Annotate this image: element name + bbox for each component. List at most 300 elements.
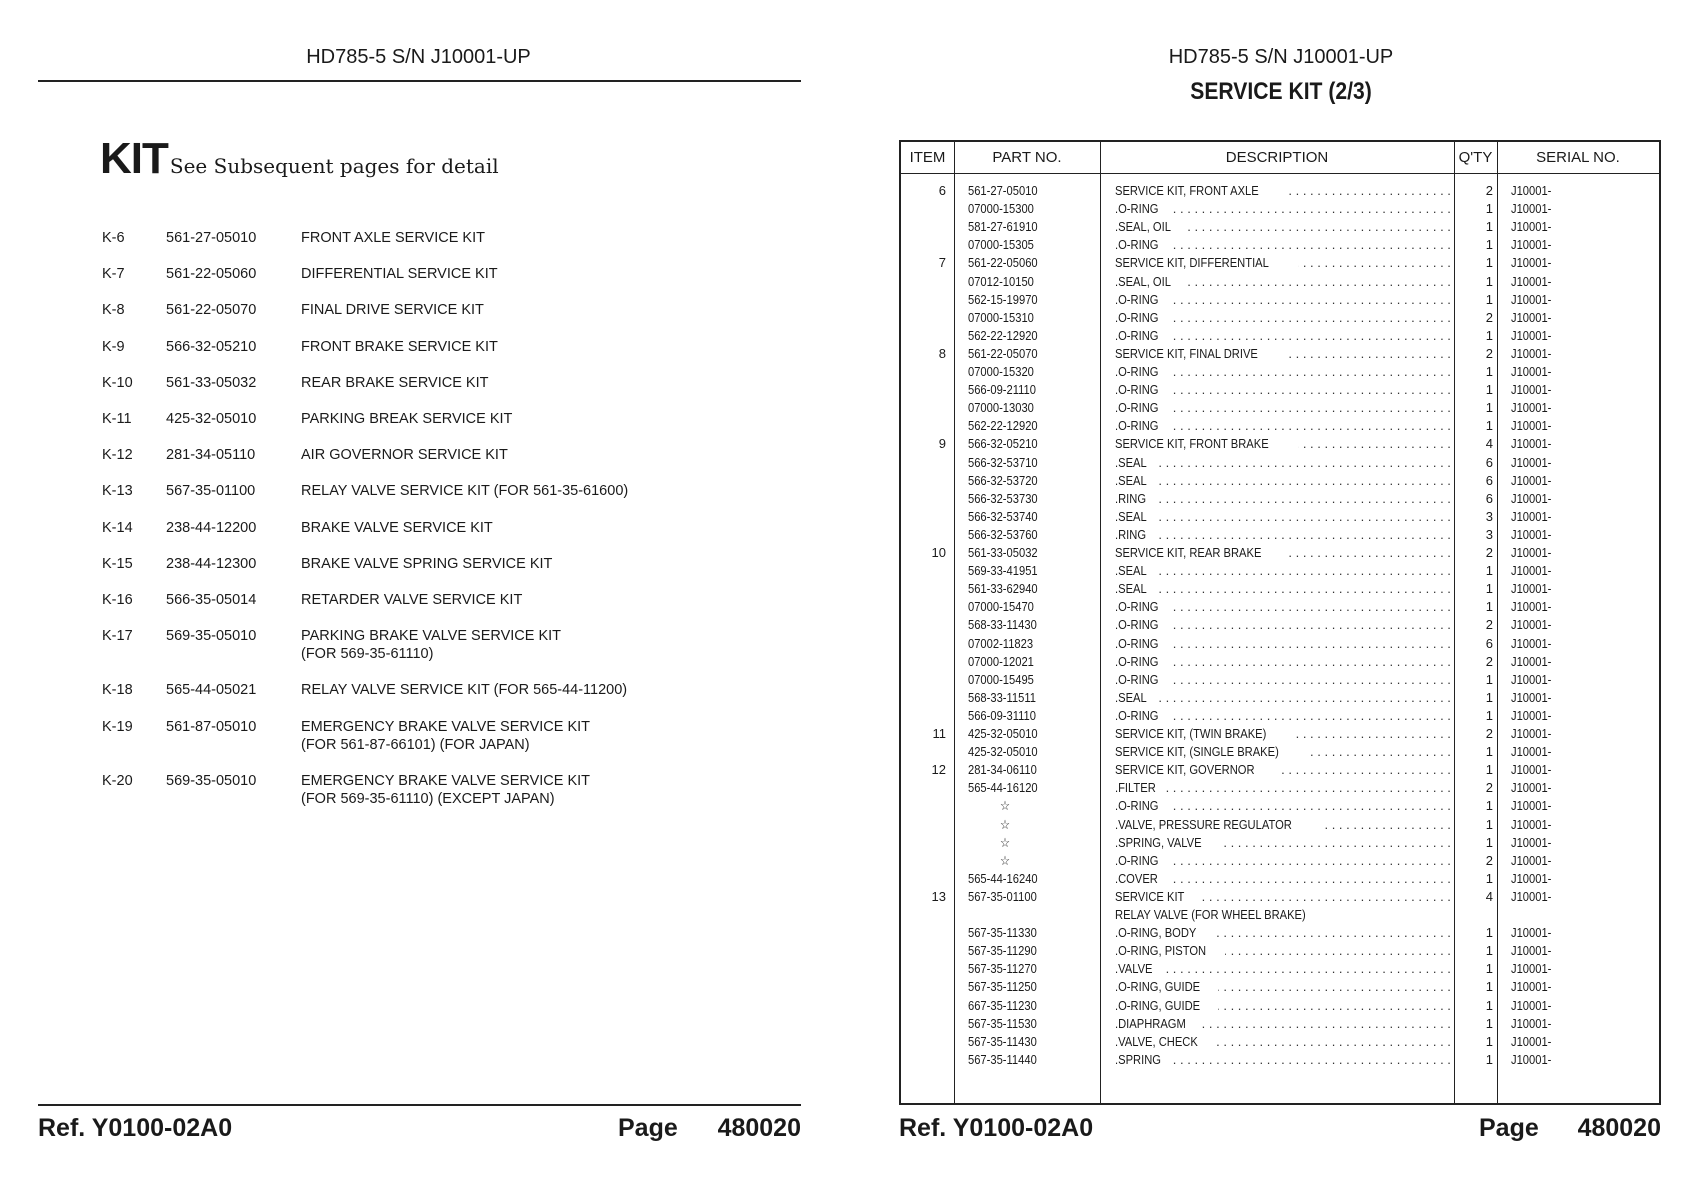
part-description: [1115, 816, 1451, 834]
quantity: 1: [1485, 237, 1493, 253]
part-description: [1115, 435, 1451, 453]
serial-number: [1511, 472, 1631, 490]
kit-row: [102, 374, 782, 392]
part-description-label: .VALVE, CHECK: [1115, 1033, 1198, 1049]
serial-number-text: J10001-: [1511, 635, 1552, 651]
left-footer-rule: [38, 1104, 801, 1106]
part-description-text: [1115, 328, 1170, 343]
quantity: 6: [1485, 635, 1493, 651]
part-description-label: .SPRING, VALVE: [1115, 834, 1202, 850]
quantity: 1: [1485, 943, 1493, 959]
quantity: 2: [1485, 726, 1493, 741]
table-row: [901, 761, 1659, 779]
header-serial-no: SERIAL NO.: [1536, 149, 1620, 166]
table-row: [901, 309, 1659, 327]
part-number: [968, 707, 1098, 725]
quantity: 1: [1485, 997, 1493, 1013]
kit-description-line: (FOR 569-35-61110): [301, 646, 434, 663]
part-description: [1115, 743, 1451, 761]
part-description: [1115, 725, 1451, 743]
serial-number-text: J10001-: [1511, 472, 1552, 488]
part-description-text: [1115, 183, 1286, 198]
part-description: [1115, 924, 1451, 942]
part-description-text: [1115, 961, 1163, 976]
part-number-text: 567-35-11270: [968, 961, 1037, 977]
part-description-text: [1115, 527, 1155, 542]
part-description-text: [1115, 382, 1170, 397]
part-number-text: 07002-11823: [968, 635, 1034, 651]
part-description-text: [1115, 219, 1184, 234]
part-description-text: [1115, 654, 1170, 669]
part-number-text: 561-22-05070: [968, 345, 1038, 361]
part-description-text: [1115, 889, 1200, 904]
kit-row: [102, 555, 782, 573]
quantity: 1: [1485, 382, 1493, 398]
part-description: [1115, 978, 1451, 996]
part-number: [968, 960, 1098, 978]
table-row: [901, 635, 1659, 653]
serial-number: [1511, 870, 1631, 888]
serial-number-text: J10001-: [1511, 943, 1552, 959]
part-description-text: [1115, 599, 1170, 614]
part-number-text: 425-32-05010: [968, 744, 1038, 760]
kit-row: [102, 681, 782, 699]
serial-number-text: J10001-: [1511, 961, 1552, 977]
part-description: [1115, 399, 1451, 417]
left-header-rule: [38, 80, 801, 82]
part-description-text: [1115, 617, 1170, 632]
kit-part-number: 561-87-05010: [166, 718, 257, 735]
part-number-text: 567-35-11530: [968, 1015, 1037, 1031]
serial-number-text: J10001-: [1511, 979, 1552, 995]
part-description: [1115, 580, 1451, 598]
table-row: [901, 888, 1659, 906]
left-page-header: HD785-5 S/N J10001-UP: [306, 46, 531, 68]
kit-part-number: 238-44-12200: [166, 519, 257, 536]
serial-number: [1511, 598, 1631, 616]
part-number: [968, 653, 1098, 671]
serial-number-text: J10001-: [1511, 526, 1552, 542]
part-description-label: .O-RING: [1115, 617, 1159, 633]
part-number-text: ☆: [1000, 834, 1011, 850]
part-description-label: .O-RING: [1115, 418, 1159, 434]
part-number-text: 566-32-53760: [968, 526, 1038, 542]
serial-number-text: J10001-: [1511, 237, 1552, 253]
item-number: 9: [938, 436, 946, 452]
part-number: [968, 417, 1098, 435]
quantity: 6: [1485, 490, 1493, 506]
table-row: [901, 345, 1659, 363]
kit-description: [301, 410, 782, 428]
header-part-no: PART NO.: [992, 149, 1062, 166]
serial-number-text: J10001-: [1511, 852, 1552, 868]
serial-number-text: J10001-: [1511, 780, 1552, 796]
part-number-text: 562-22-12920: [968, 327, 1038, 343]
part-number: [968, 399, 1098, 417]
table-row: [901, 816, 1659, 834]
part-description-text: [1115, 998, 1218, 1013]
serial-number: [1511, 254, 1631, 272]
quantity: 1: [1485, 689, 1493, 705]
table-row: [901, 725, 1659, 743]
part-description-label: SERVICE KIT, FINAL DRIVE: [1115, 345, 1258, 361]
part-number: [968, 580, 1098, 598]
kit-description-line: RETARDER VALVE SERVICE KIT: [301, 592, 523, 608]
part-description-label: .SEAL: [1115, 472, 1147, 488]
kit-row: [102, 301, 782, 319]
kit-code: K-20: [102, 772, 133, 789]
serial-number: [1511, 761, 1631, 779]
part-number-text: 566-09-31110: [968, 707, 1036, 723]
part-description-text: [1115, 817, 1325, 832]
table-row: [901, 526, 1659, 544]
table-row: [901, 852, 1659, 870]
part-number-text: 567-35-11430: [968, 1033, 1037, 1049]
item-number: 11: [932, 726, 946, 741]
part-description: [1115, 254, 1451, 272]
part-description-label: SERVICE KIT: [1115, 888, 1185, 904]
part-description: [1115, 689, 1451, 707]
part-description: [1115, 616, 1451, 634]
part-description-label: .O-RING: [1115, 635, 1159, 651]
part-description: [1115, 906, 1451, 924]
quantity: 4: [1485, 888, 1493, 904]
part-number: [968, 725, 1098, 743]
quantity: 1: [1485, 273, 1493, 289]
part-description: [1115, 345, 1451, 363]
part-number: [968, 182, 1098, 200]
kit-part-number: 561-22-05070: [166, 302, 257, 319]
part-description-label: .O-RING: [1115, 653, 1159, 669]
part-description-text: [1115, 925, 1214, 940]
part-description-text: [1115, 835, 1220, 850]
kit-row: [102, 772, 782, 808]
kit-part-number: 281-34-05110: [166, 447, 256, 464]
serial-number: [1511, 689, 1631, 707]
part-number: [968, 309, 1098, 327]
part-description: [1115, 598, 1451, 616]
part-number: [968, 454, 1098, 472]
part-description-text: [1115, 491, 1155, 506]
part-description: [1115, 707, 1451, 725]
kit-description: [301, 229, 782, 247]
table-row: [901, 978, 1659, 996]
part-description-label: .O-RING, GUIDE: [1115, 997, 1201, 1013]
part-description-label: .O-RING: [1115, 671, 1159, 687]
part-description: [1115, 1033, 1451, 1051]
part-description-text: [1115, 907, 1341, 922]
serial-number-text: J10001-: [1511, 1033, 1552, 1049]
quantity: 2: [1485, 617, 1493, 633]
quantity: 1: [1485, 762, 1493, 778]
kit-title-block: [100, 134, 499, 184]
part-number-text: 569-33-41951: [968, 563, 1038, 579]
serial-number-text: J10001-: [1511, 327, 1552, 343]
serial-number-text: J10001-: [1511, 273, 1552, 289]
serial-number: [1511, 544, 1631, 562]
part-description-label: SERVICE KIT, REAR BRAKE: [1115, 545, 1262, 560]
part-description: [1115, 997, 1451, 1015]
part-number-text: 07000-15300: [968, 201, 1034, 217]
part-description-label: .O-RING: [1115, 382, 1159, 398]
part-number: [968, 490, 1098, 508]
kit-description-line: FRONT BRAKE SERVICE KIT: [301, 338, 498, 355]
kit-code: K-18: [102, 682, 133, 699]
kit-description-line: BRAKE VALVE SERVICE KIT: [301, 519, 493, 536]
serial-number-text: J10001-: [1511, 617, 1552, 633]
part-description-text: [1115, 346, 1285, 361]
part-number: [968, 435, 1098, 453]
kit-description-line: RELAY VALVE SERVICE KIT (FOR 561-35-61600): [301, 483, 629, 500]
kit-code: K-11: [102, 411, 132, 427]
serial-number-text: J10001-: [1511, 364, 1552, 379]
kit-code: K-7: [102, 266, 125, 283]
serial-number: [1511, 273, 1631, 291]
part-description-text: [1115, 780, 1166, 795]
kit-row: [102, 519, 782, 537]
quantity: 1: [1485, 400, 1493, 416]
kit-description-line: DIFFERENTIAL SERVICE KIT: [301, 266, 498, 283]
serial-number: [1511, 1033, 1631, 1051]
quantity: 1: [1485, 870, 1493, 886]
part-number: [968, 218, 1098, 236]
serial-number: [1511, 725, 1631, 743]
part-description-text: [1115, 979, 1218, 994]
kit-description: [301, 718, 782, 754]
part-description-text: [1115, 798, 1170, 813]
part-description: [1115, 761, 1451, 779]
quantity: 3: [1485, 526, 1493, 542]
item-number: 8: [938, 345, 946, 361]
serial-number: [1511, 363, 1631, 381]
part-number-text: 425-32-05010: [968, 726, 1038, 741]
serial-number-text: J10001-: [1511, 888, 1552, 904]
part-description-label: .O-RING: [1115, 201, 1159, 217]
serial-number-text: J10001-: [1511, 726, 1552, 741]
part-description-label: .O-RING: [1115, 798, 1159, 814]
part-description: [1115, 182, 1451, 200]
part-description-text: [1115, 509, 1156, 524]
part-description: [1115, 454, 1451, 472]
part-description-text: [1115, 455, 1156, 470]
table-row: [901, 544, 1659, 562]
part-number: [968, 924, 1098, 942]
quantity: 2: [1485, 309, 1493, 325]
serial-number: [1511, 797, 1631, 815]
part-description-text: [1115, 201, 1170, 216]
part-number-text: 566-32-05210: [968, 436, 1038, 452]
item-number: 10: [931, 545, 946, 560]
part-description: [1115, 490, 1451, 508]
part-description-label: .O-RING, PISTON: [1115, 943, 1207, 959]
part-description-label: .SEAL, OIL: [1115, 273, 1171, 289]
part-number-text: 07012-10150: [968, 273, 1034, 289]
serial-number-text: J10001-: [1511, 798, 1552, 814]
kit-description-line: RELAY VALVE SERVICE KIT (FOR 565-44-11200): [301, 682, 628, 699]
part-number: [968, 743, 1098, 761]
part-number-text: ☆: [1000, 852, 1011, 868]
serial-number-text: J10001-: [1511, 508, 1552, 524]
serial-number: [1511, 399, 1631, 417]
part-description-label: .COVER: [1115, 870, 1158, 886]
part-description: [1115, 472, 1451, 490]
part-description-label: .O-RING: [1115, 707, 1159, 723]
table-row: [901, 218, 1659, 236]
part-number-text: 568-33-11511: [968, 689, 1036, 705]
part-description-label: .RING: [1115, 526, 1147, 542]
serial-number: [1511, 200, 1631, 218]
part-description-text: [1115, 726, 1295, 741]
part-number-text: 581-27-61910: [968, 219, 1038, 235]
part-number-text: 07000-15495: [968, 671, 1034, 687]
table-row: [901, 490, 1659, 508]
part-number: [968, 273, 1098, 291]
table-row: [901, 363, 1659, 381]
table-row: [901, 870, 1659, 888]
part-description-label: SERVICE KIT, DIFFERENTIAL: [1115, 255, 1269, 271]
left-ref-label: Ref. Y0100-02A0: [38, 1114, 233, 1142]
kit-description-line: PARKING BREAK SERVICE KIT: [301, 411, 513, 427]
part-description-text: [1115, 672, 1170, 687]
quantity: 6: [1485, 472, 1493, 488]
serial-number-text: J10001-: [1511, 997, 1552, 1013]
part-description: [1115, 653, 1451, 671]
part-number: [968, 635, 1098, 653]
part-description: [1115, 1015, 1451, 1033]
serial-number-text: J10001-: [1511, 1015, 1552, 1031]
kit-description-line: (FOR 569-35-61110) (EXCEPT JAPAN): [301, 790, 555, 807]
table-row: [901, 797, 1659, 815]
item-number: 13: [931, 888, 946, 904]
part-description-label: .SEAL: [1115, 563, 1147, 579]
part-description: [1115, 960, 1451, 978]
part-description: [1115, 218, 1451, 236]
kit-description-line: (FOR 561-87-66101) (FOR JAPAN): [301, 736, 530, 753]
part-number-text: 566-32-53710: [968, 454, 1038, 470]
quantity: 1: [1485, 201, 1493, 217]
part-description-text: [1115, 563, 1156, 578]
star-icon: [1000, 834, 1130, 852]
part-number-text: 567-35-11330: [968, 925, 1037, 941]
kit-part-number: 569-35-05010: [166, 628, 257, 645]
table-row: [901, 454, 1659, 472]
quantity: 1: [1485, 707, 1493, 723]
table-row: [901, 997, 1659, 1015]
kit-row: [102, 482, 782, 500]
kit-code: K-15: [102, 555, 133, 572]
part-number: [968, 236, 1098, 254]
table-row: [901, 743, 1659, 761]
part-description-label: RELAY VALVE (FOR WHEEL BRAKE): [1115, 907, 1306, 922]
part-description-text: [1115, 310, 1170, 325]
serial-number: [1511, 490, 1631, 508]
serial-number: [1511, 816, 1631, 834]
kit-code: K-9: [102, 338, 125, 355]
table-row: [901, 671, 1659, 689]
part-description: [1115, 327, 1451, 345]
serial-number-text: J10001-: [1511, 744, 1552, 760]
serial-number-text: J10001-: [1511, 834, 1552, 850]
serial-number: [1511, 381, 1631, 399]
quantity: 1: [1485, 327, 1493, 343]
serial-number: [1511, 236, 1631, 254]
part-description: [1115, 779, 1451, 797]
part-number: [968, 327, 1098, 345]
serial-number-text: J10001-: [1511, 291, 1552, 307]
part-description: [1115, 417, 1451, 435]
quantity: 1: [1485, 925, 1493, 941]
table-row: [901, 273, 1659, 291]
table-row: [901, 598, 1659, 616]
left-page-number: 480020: [717, 1114, 801, 1142]
part-number-text: 562-15-19970: [968, 291, 1038, 307]
kit-row: [102, 718, 782, 754]
serial-number: [1511, 1051, 1631, 1069]
kit-code: K-12: [102, 447, 133, 464]
part-description: [1115, 544, 1451, 562]
serial-number-text: J10001-: [1511, 183, 1552, 198]
part-number-text: 566-32-53740: [968, 508, 1038, 524]
table-row: [901, 399, 1659, 417]
part-description-label: SERVICE KIT, FRONT BRAKE: [1115, 436, 1269, 452]
table-row: [901, 779, 1659, 797]
table-row: [901, 1015, 1659, 1033]
part-description-text: [1115, 255, 1298, 270]
kit-row: [102, 265, 782, 283]
kit-part-number: 569-35-05010: [166, 772, 257, 789]
table-row: [901, 236, 1659, 254]
part-description-text: [1115, 1052, 1172, 1067]
kit-part-number: 238-44-12300: [166, 555, 257, 572]
serial-number-text: J10001-: [1511, 563, 1552, 579]
part-description-text: [1115, 744, 1309, 759]
quantity: 2: [1485, 852, 1493, 868]
part-description-text: [1115, 762, 1281, 777]
quantity: 2: [1485, 653, 1493, 669]
quantity: 1: [1485, 1033, 1493, 1049]
table-row: [901, 834, 1659, 852]
quantity: 1: [1485, 961, 1493, 977]
part-description-label: .FILTER: [1115, 780, 1156, 796]
table-row: [901, 435, 1659, 453]
table-row: [901, 417, 1659, 435]
table-row: [901, 960, 1659, 978]
part-description-text: [1115, 1016, 1201, 1031]
table-row: [901, 254, 1659, 272]
kit-code: K-19: [102, 718, 133, 735]
kit-description: [301, 772, 782, 808]
serial-number-text: J10001-: [1511, 653, 1552, 669]
quantity: 1: [1485, 364, 1493, 379]
kit-description: [301, 374, 782, 392]
part-description-label: .O-RING: [1115, 309, 1159, 325]
serial-number: [1511, 526, 1631, 544]
right-ref-label: Ref. Y0100-02A0: [899, 1114, 1094, 1142]
table-row: [901, 381, 1659, 399]
header-qty: Q'TY: [1458, 149, 1493, 166]
quantity: 1: [1485, 798, 1493, 814]
part-number: [968, 598, 1098, 616]
part-number-text: 07000-15320: [968, 364, 1034, 379]
quantity: 4: [1485, 436, 1493, 452]
part-number: [968, 1015, 1098, 1033]
serial-number-text: J10001-: [1511, 219, 1552, 235]
part-number: [968, 671, 1098, 689]
serial-number: [1511, 562, 1631, 580]
kit-code: K-6: [102, 230, 125, 246]
part-description-text: [1115, 400, 1170, 415]
table-row: [901, 472, 1659, 490]
